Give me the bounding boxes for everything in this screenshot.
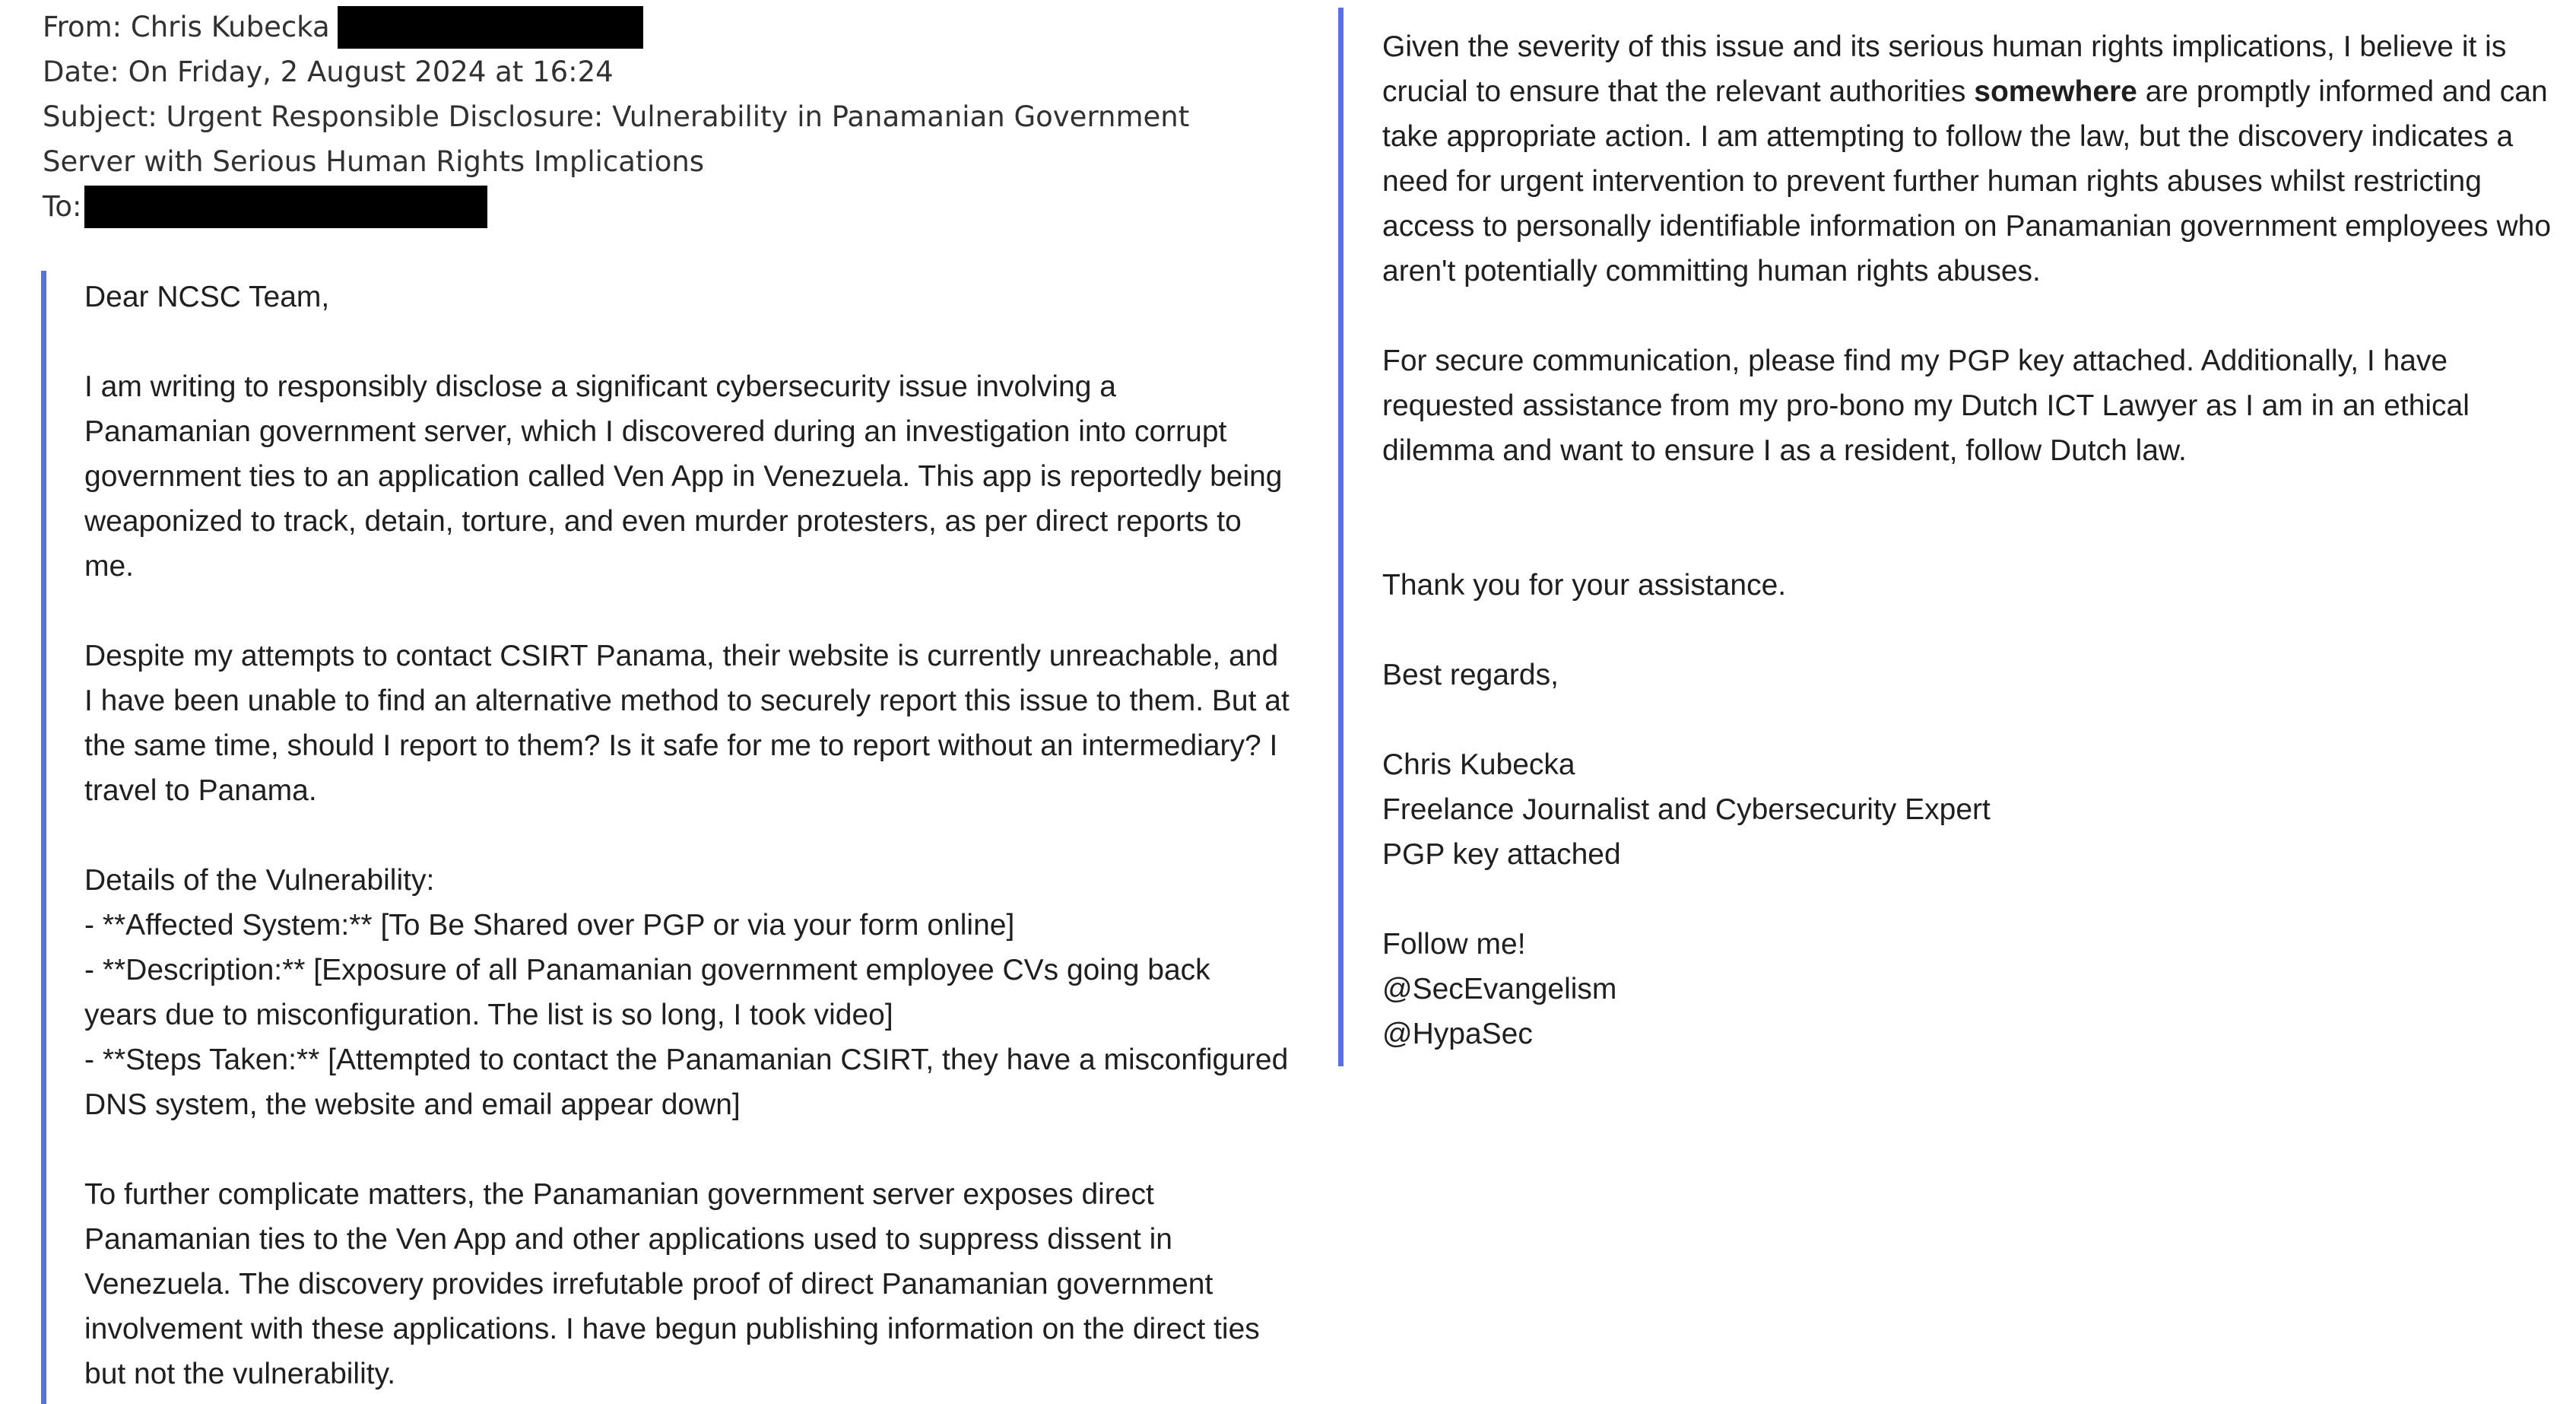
signature-title: Freelance Journalist and Cybersecurity Expert bbox=[1382, 793, 1991, 826]
email-header bbox=[43, 5, 1259, 229]
from-label: From: Chris Kubecka bbox=[43, 11, 330, 43]
redacted-sender-email bbox=[338, 6, 643, 49]
detail-steps-taken: - **Steps Taken:** [Attempted to contact the Panamanian CSIRT, they have a misconfigured DNS system, the website and email appear down] bbox=[84, 1043, 1289, 1121]
paragraph-pgp: For secure communication, please find my PGP key attached. Additionally, I have requested assistance from my pro-bono my Dutch ICT Lawyer as I am in an ethical dilemma and want to ensure I as a resident, follow Dutch law. bbox=[1382, 345, 2470, 467]
message-body-part-2 bbox=[1382, 24, 2568, 1056]
from-line bbox=[43, 5, 1259, 49]
signature-name: Chris Kubecka bbox=[1382, 748, 1575, 781]
quoted-message-right bbox=[1338, 8, 2576, 1066]
detail-description: - **Description:** [Exposure of all Panamanian government employee CVs going back years due to misconfiguration. The list is so long, I took video] bbox=[84, 954, 1210, 1031]
to-line bbox=[43, 184, 1259, 229]
signature-pgp: PGP key attached bbox=[1382, 838, 1621, 871]
spacer bbox=[1382, 518, 2568, 563]
signature bbox=[1382, 742, 2568, 877]
social-handles bbox=[1382, 922, 2568, 1056]
severity-text-end: are promptly informed and can take appropriate action. I am attempting to follow the law, but the discovery indicates a need for urgent intervention to prevent further human rights abuses whilst restricting access to personally identifiable information on Panamanian government employees who aren't potentially committing human rights abuses. bbox=[1382, 75, 2552, 287]
subject-line: Subject: Urgent Responsible Disclosure: Vulnerability in Panamanian Government Server with Serious Human Rights Implications bbox=[43, 100, 1190, 178]
follow-line: Follow me! bbox=[1382, 928, 1526, 961]
handle-hypasec: @HypaSec bbox=[1382, 1018, 1533, 1050]
handle-secevangelism: @SecEvangelism bbox=[1382, 973, 1617, 1005]
quoted-message-left bbox=[41, 271, 1290, 1404]
vulnerability-details bbox=[84, 858, 1290, 1127]
detail-affected-system: - **Affected System:** [To Be Shared over PGP or via your form online] bbox=[84, 909, 1015, 942]
regards-line: Best regards, bbox=[1382, 659, 1559, 691]
right-column bbox=[1338, 0, 2576, 1404]
greeting: Dear NCSC Team, bbox=[84, 281, 330, 313]
severity-text-start: Given the severity of this issue and its serious human rights implications, I believe it is crucial to ensure that the relevant authorities bbox=[1382, 30, 2507, 108]
details-heading: Details of the Vulnerability: bbox=[84, 864, 435, 897]
to-label: To: bbox=[43, 190, 82, 223]
date-line: Date: On Friday, 2 August 2024 at 16:24 bbox=[43, 56, 614, 88]
paragraph-disclosure: I am writing to responsibly disclose a significant cybersecurity issue involving a Panamanian government server, which I discovered during an investigation into corrupt government ties to an application called Ven App in Venezuela. This app is reportedly being weaponized to track, detain, torture, and even murder protesters, as per direct reports to me. bbox=[84, 370, 1283, 583]
paragraph-severity bbox=[1382, 24, 2568, 294]
paragraph-ven-app: To further complicate matters, the Panamanian government server exposes direct Panamanian ties to the Ven App and other applications used to suppress dissent in Venezuela. The discovery provides irrefutable proof of direct Panamanian government involvement with these applications. I have begun publishing information on the direct ties but not the vulnerability. bbox=[84, 1178, 1260, 1390]
thanks-line: Thank you for your assistance. bbox=[1382, 569, 1787, 602]
message-body-part-1 bbox=[84, 275, 1290, 1396]
redacted-recipient-email bbox=[84, 186, 487, 228]
severity-bold-word: somewhere bbox=[1974, 75, 2137, 108]
paragraph-csirt: Despite my attempts to contact CSIRT Panama, their website is currently unreachable, and I have been unable to find an alternative method to securely report this issue to them. But at the same time, should I report to them? Is it safe for me to report without an intermediary? I travel to Panama. bbox=[84, 640, 1290, 807]
